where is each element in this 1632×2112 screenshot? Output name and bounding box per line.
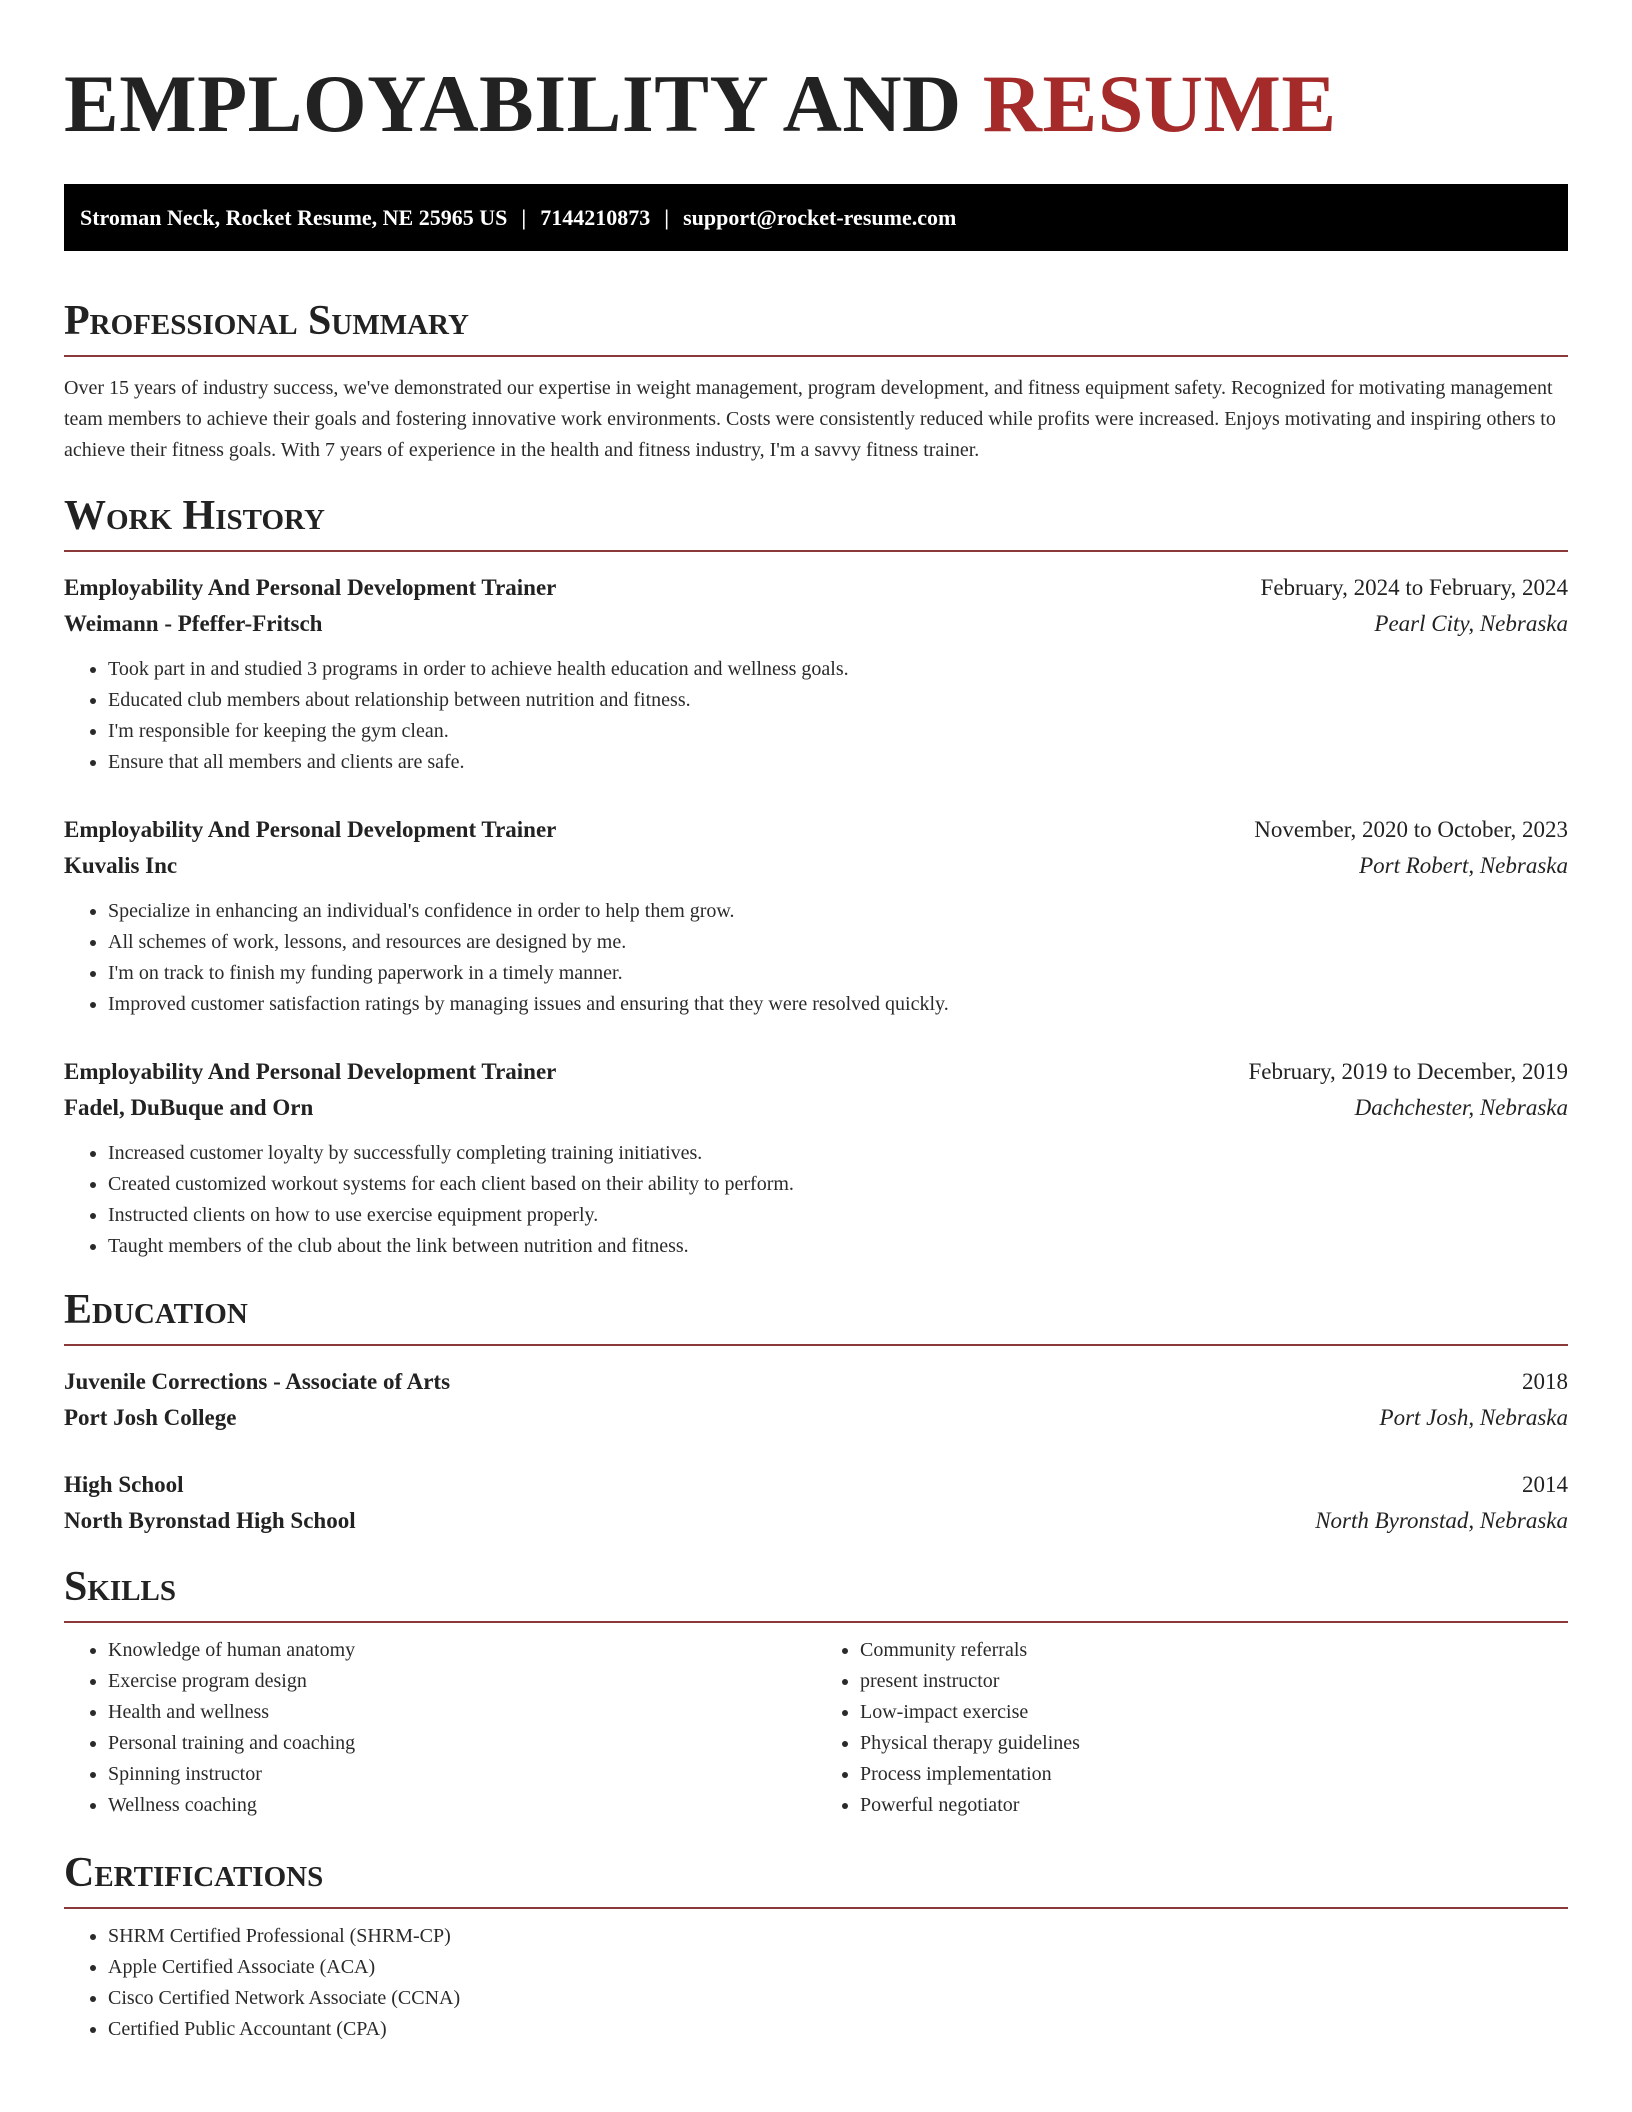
education-year: 2018 [1522, 1369, 1568, 1394]
title-accent: RESUME [982, 58, 1337, 149]
education-year: 2014 [1522, 1472, 1568, 1497]
certification-item: • Cisco Certified Network Associate (CCNA) [108, 1983, 1568, 2014]
job-bullet: • I'm on track to finish my funding paperwork in a timely manner. [108, 958, 1568, 989]
skill-item: • Physical therapy guidelines [860, 1728, 1568, 1759]
certification-item: • Certified Public Accountant (CPA) [108, 2014, 1568, 2045]
job-dates: November, 2020 to October, 2023 [1254, 817, 1568, 842]
job-bullet: • Created customized workout systems for each client based on their ability to perform. [108, 1169, 1568, 1200]
job-bullet: • Taught members of the club about the link between nutrition and fitness. [108, 1231, 1568, 1262]
skill-item: • Process implementation [860, 1759, 1568, 1790]
job-company: Fadel, DuBuque and Orn [64, 1095, 314, 1120]
resume-title [64, 0, 1568, 150]
job-bullet: • Ensure that all members and clients are safe. [108, 747, 1568, 778]
summary-heading: Professional Summary [64, 295, 1568, 357]
skill-item: • Knowledge of human anatomy [108, 1635, 816, 1666]
job-bullets [64, 654, 1568, 778]
contact-separator: | [521, 205, 527, 230]
certifications-heading: Certifications [64, 1847, 1568, 1909]
education-degree: Juvenile Corrections - Associate of Arts [64, 1369, 451, 1394]
job-bullet: • Instructed clients on how to use exercise equipment properly. [108, 1200, 1568, 1231]
education-school: North Byronstad High School [64, 1508, 356, 1533]
job-location: Port Robert, Nebraska [1359, 853, 1568, 878]
skill-item: • Low-impact exercise [860, 1697, 1568, 1728]
contact-bar [64, 184, 1568, 251]
job-dates: February, 2019 to December, 2019 [1248, 1059, 1568, 1084]
job-bullet: • Increased customer loyalty by successfully completing training initiatives. [108, 1138, 1568, 1169]
job-bullets [64, 1138, 1568, 1262]
skill-item: • Spinning instructor [108, 1759, 816, 1790]
job-entry [64, 812, 1568, 1020]
skill-item: • Community referrals [860, 1635, 1568, 1666]
skill-item: • present instructor [860, 1666, 1568, 1697]
job-bullet: • Educated club members about relationship between nutrition and fitness. [108, 685, 1568, 716]
title-main: EMPLOYABILITY AND [64, 58, 962, 149]
job-entry [64, 1054, 1568, 1262]
education-heading: Education [64, 1284, 1568, 1346]
contact-phone[interactable]: 7144210873 [540, 205, 651, 230]
job-bullet: • I'm responsible for keeping the gym clean. [108, 716, 1568, 747]
job-location: Dachchester, Nebraska [1354, 1095, 1568, 1120]
job-entry [64, 570, 1568, 778]
certifications-list [64, 1921, 1568, 2045]
skills-column-left [64, 1635, 816, 1821]
certification-item: • SHRM Certified Professional (SHRM-CP) [108, 1921, 1568, 1952]
skill-item: • Personal training and coaching [108, 1728, 816, 1759]
job-location: Pearl City, Nebraska [1374, 611, 1568, 636]
job-title: Employability And Personal Development Trainer [64, 1059, 557, 1084]
education-location: North Byronstad, Nebraska [1315, 1508, 1568, 1533]
job-bullet: • Specialize in enhancing an individual's confidence in order to help them grow. [108, 896, 1568, 927]
job-bullet: • Took part in and studied 3 programs in order to achieve health education and wellness goals. [108, 654, 1568, 685]
education-degree: High School [64, 1472, 184, 1497]
job-bullet: • Improved customer satisfaction ratings by managing issues and ensuring that they were resolved quickly. [108, 989, 1568, 1020]
job-dates: February, 2024 to February, 2024 [1260, 575, 1568, 600]
job-title: Employability And Personal Development Trainer [64, 817, 557, 842]
summary-text: Over 15 years of industry success, we've demonstrated our expertise in weight management, program development, and fitness equipment safety. Recognized for motivating management team members to achieve their goals and fostering innovative work environments. Costs were consistently reduced while profits were increased. Enjoys motivating and inspiring others to achieve their fitness goals. With 7 years of experience in the health and fitness industry, I'm a savvy fitness trainer. [64, 377, 1556, 461]
job-company: Weimann - Pfeffer-Fritsch [64, 611, 323, 636]
skill-item: • Exercise program design [108, 1666, 816, 1697]
education-location: Port Josh, Nebraska [1379, 1405, 1568, 1430]
education-school: Port Josh College [64, 1405, 237, 1430]
job-bullets [64, 896, 1568, 1020]
job-bullet: • All schemes of work, lessons, and resources are designed by me. [108, 927, 1568, 958]
job-company: Kuvalis Inc [64, 853, 178, 878]
skills-heading: Skills [64, 1561, 1568, 1623]
education-entry [64, 1467, 1568, 1539]
contact-address: Stroman Neck, Rocket Resume, NE 25965 US [80, 205, 508, 230]
contact-separator: | [664, 205, 670, 230]
job-title: Employability And Personal Development Trainer [64, 575, 557, 600]
work-history-heading: Work History [64, 490, 1568, 552]
skills-column-right [816, 1635, 1568, 1821]
certification-item: • Apple Certified Associate (ACA) [108, 1952, 1568, 1983]
education-entry [64, 1364, 1568, 1436]
skills-grid [64, 1635, 1568, 1821]
contact-email[interactable]: support@rocket-resume.com [683, 205, 957, 230]
skill-item: • Health and wellness [108, 1697, 816, 1728]
skill-item: • Powerful negotiator [860, 1790, 1568, 1821]
skill-item: • Wellness coaching [108, 1790, 816, 1821]
